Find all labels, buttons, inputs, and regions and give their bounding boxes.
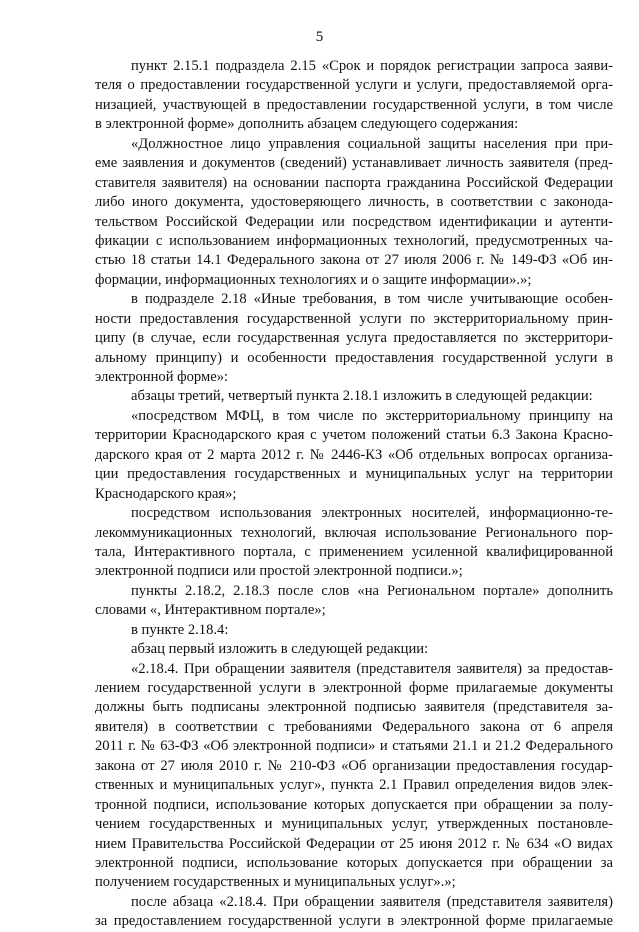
text-line: за предоставлением государственной услуги в электронной форме прилагаемые xyxy=(95,913,613,930)
text-line: лением государственной услуги в электронной форме прилагаемые документы xyxy=(95,680,613,696)
text-line: явителя) в соответствии с требованиями Федерального закона от 6 апреля xyxy=(95,718,613,735)
page-number: 5 xyxy=(315,29,324,45)
text-line: «2.18.4. При обращении заявителя (представителя заявителя) за предостав- xyxy=(131,660,613,677)
text-line: территории Краснодарского края с учетом положений статьи 6.3 Закона Красно- xyxy=(95,427,613,444)
text-line: абзацы третий, четвертый пункта 2.18.1 изложить в следующей редакции: xyxy=(131,388,593,405)
text-line: ции предоставления государственных и муниципальных услуг на территории xyxy=(95,466,613,483)
text-line: фикации с использованием информационных технологий, предусмотренных ча- xyxy=(95,232,613,249)
text-line: в пункте 2.18.4: xyxy=(131,621,229,638)
text-line: «посредством МФЦ, в том числе по экстерриториальному принципу на xyxy=(131,407,613,424)
text-line: альному принципу) и особенности предоставления государственной услуги в xyxy=(95,349,613,366)
text-line: низацией, участвующей в предоставлении государственной услуги, в том числе xyxy=(95,96,613,113)
text-line: посредством использования электронных носителей, информационно-те- xyxy=(131,505,613,522)
text-line: тала, Интерактивного портала, с применением усиленной квалифицированной xyxy=(95,543,613,560)
text-line: электронной подписи или простой электронной подписи.»; xyxy=(95,563,463,580)
text-line: 2011 г. № 63-ФЗ «Об электронной подписи» и статьями 21.1 и 21.2 Федерального xyxy=(95,738,613,755)
text-line: либо иного документа, удостоверяющего личность, в соответствии с законода- xyxy=(95,194,613,211)
text-line: «Должностное лицо управления социальной защиты населения при при- xyxy=(131,135,613,152)
text-line: словами «, Интерактивном портале»; xyxy=(95,602,326,619)
text-line: получением государственных и муниципальных услуг».»; xyxy=(95,874,456,891)
text-line: пункт 2.15.1 подраздела 2.15 «Срок и порядок регистрации запроса заяви- xyxy=(131,58,613,74)
text-line: электронной подписи, использование которых допускается при обращении за xyxy=(95,854,613,871)
text-line: чением государственных и муниципальных услуг, утвержденных постановле- xyxy=(95,816,613,833)
text-line: пункты 2.18.2, 2.18.3 после слов «на Региональном портале» дополнить xyxy=(131,582,613,599)
text-line: еме заявления и документов (сведений) устанавливает личность заявителя (пред- xyxy=(95,155,613,172)
text-line: Краснодарского края»; xyxy=(95,485,237,502)
text-line: тронной подписи, использование которых допускается при обращении за полу- xyxy=(95,796,613,813)
text-line: электронной форме»: xyxy=(95,369,229,385)
document-body xyxy=(95,57,613,932)
text-line: стью 18 статьи 14.1 Федерального закона от 27 июля 2006 г. № 149-ФЗ «Об ин- xyxy=(95,252,613,269)
text-line: теля о предоставлении государственной услуги и услуги, предоставляемой орга- xyxy=(95,77,613,94)
text-line: ности предоставления государственной услуги по экстерриториальному прин- xyxy=(95,310,613,327)
text-line: тельством Российской Федерации или посредством идентификации и аутенти- xyxy=(95,213,613,230)
text-line: лекоммуникационных технологий, включая использование Регионального пор- xyxy=(95,524,613,541)
text-line: в электронной форме» дополнить абзацем следующего содержания: xyxy=(95,116,519,133)
text-line: закона от 27 июля 2010 г. № 210-ФЗ «Об организации предоставления государ- xyxy=(95,757,613,774)
text-line: в подразделе 2.18 «Иные требования, в том числе учитывающие особен- xyxy=(131,291,613,308)
text-line: дарского края от 2 марта 2012 г. № 2446-КЗ «Об отдельных вопросах организа- xyxy=(95,446,613,463)
text-line: ципу (в случае, если государственная услуга предоставляется по экстерритори- xyxy=(95,330,613,347)
text-line: после абзаца «2.18.4. При обращении заявителя (представителя заявителя) xyxy=(131,893,613,910)
text-line: должны быть подписаны электронной подписью заявителя (представителя за- xyxy=(95,699,613,716)
text-line: ственных и муниципальных услуг», пункта 2.1 Правил определения видов элек- xyxy=(95,777,613,794)
text-line: формации, информационных технологиях и о защите информации».»; xyxy=(95,271,532,288)
text-line: абзац первый изложить в следующей редакции: xyxy=(131,641,429,658)
text-line: ставителя заявителя) на основании паспорта гражданина Российской Федерации xyxy=(95,174,613,191)
text-line: нием Правительства Российской Федерации от 25 июня 2012 г. № 634 «О видах xyxy=(95,835,613,852)
